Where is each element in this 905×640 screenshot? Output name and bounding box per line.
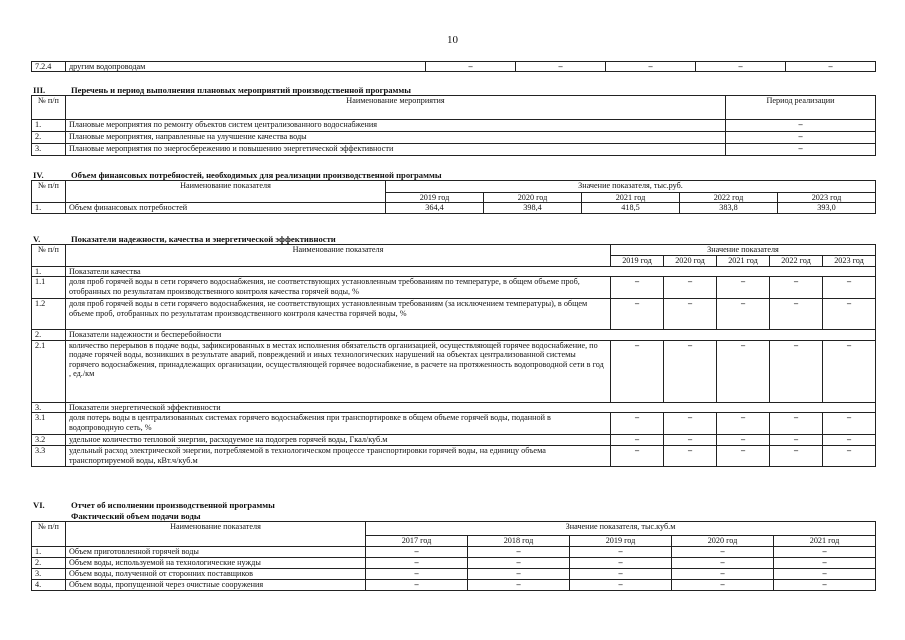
row-number: 3. xyxy=(32,402,66,412)
value-cell: – xyxy=(426,62,516,72)
group-name: Показатели надежности и бесперебойности xyxy=(66,330,876,340)
row-number: 7.2.4 xyxy=(32,62,66,72)
value-cell: – xyxy=(774,580,876,591)
value-cell: – xyxy=(770,299,823,330)
year-header: 2023 год xyxy=(778,193,876,203)
value-cell: – xyxy=(468,558,570,569)
period-cell: – xyxy=(726,132,876,144)
row-name: количество перерывов в подаче воды, зафиксированных в местах исполнения обязательств организацией, осуществляющей горячее водоснабжение, по подаче горячей воды, возникших в результате аварий, повреждений и иных технологических нарушений на объектах централизованной системы горячего водоснабжения, принадлежащих организации, осуществляющей горячее водоснабжение, в расчете на протяженность водопроводной сети в год , ед./км xyxy=(66,340,611,402)
value-cell: – xyxy=(770,340,823,402)
value-cell: – xyxy=(366,569,468,580)
row-number: 4. xyxy=(32,580,66,591)
value-cell: – xyxy=(823,446,876,467)
value-cell: – xyxy=(366,580,468,591)
row-name: доля потерь воды в централизованных системах горячего водоснабжения при транспортировке в общем объеме горячей воды, поданной в водопроводную сеть, % xyxy=(66,413,611,435)
value-cell: – xyxy=(611,340,664,402)
value-cell: 364,4 xyxy=(386,203,484,214)
row-number: 3.1 xyxy=(32,413,66,435)
section-number: IV. xyxy=(33,170,44,180)
value-cell: – xyxy=(570,569,672,580)
value-cell: – xyxy=(570,580,672,591)
row-name: Объем воды, используемой на технологические нужды xyxy=(66,558,366,569)
row-number: 3.2 xyxy=(32,435,66,446)
row-name: Объем воды, пропущенной через очистные сооружения xyxy=(66,580,366,591)
section-3-table xyxy=(31,95,876,156)
row-name: Плановые мероприятия по энергосбережению и повышению энергетической эффективности xyxy=(66,144,726,156)
value-cell: – xyxy=(672,547,774,558)
value-cell: 383,8 xyxy=(680,203,778,214)
value-cell: – xyxy=(611,413,664,435)
year-header: 2019 год xyxy=(570,536,672,547)
row-number: 2. xyxy=(32,132,66,144)
value-cell: – xyxy=(672,580,774,591)
section-6-title xyxy=(33,500,275,510)
value-cell: – xyxy=(570,558,672,569)
row-name: Объем воды, полученной от сторонних поставщиков xyxy=(66,569,366,580)
row-name: удельное количество тепловой энергии, расходуемое на подогрев горячей воды, Гкал/куб.м xyxy=(66,435,611,446)
value-cell: – xyxy=(696,62,786,72)
header-value: Значение показателя xyxy=(611,245,876,256)
value-cell: – xyxy=(786,62,876,72)
row-name: удельный расход электрической энергии, потребляемой в технологическом процессе транспортировки горячей воды, на единицу объема транспортируемой воды, кВт.ч/куб.м xyxy=(66,446,611,467)
year-header: 2019 год xyxy=(611,256,664,267)
value-cell: – xyxy=(468,569,570,580)
section-4-table xyxy=(31,180,876,214)
row-number: 1. xyxy=(32,547,66,558)
value-cell: – xyxy=(570,547,672,558)
value-cell: – xyxy=(770,413,823,435)
value-cell: – xyxy=(672,569,774,580)
value-cell: – xyxy=(774,547,876,558)
value-cell: – xyxy=(823,435,876,446)
value-cell: – xyxy=(366,558,468,569)
value-cell: – xyxy=(717,277,770,299)
year-header: 2017 год xyxy=(366,536,468,547)
year-header: 2022 год xyxy=(770,256,823,267)
value-cell: – xyxy=(611,446,664,467)
value-cell: – xyxy=(717,299,770,330)
value-cell: – xyxy=(606,62,696,72)
header-value: Значение показателя, тыс.руб. xyxy=(386,181,876,193)
year-header: 2022 год xyxy=(680,193,778,203)
value-cell: 393,0 xyxy=(778,203,876,214)
year-header: 2018 год xyxy=(468,536,570,547)
row-name: доля проб горячей воды в сети горячего водоснабжения, не соответствующих установленным требованиям (за исключением температуры), в общем объеме проб, отобранных по результатам производственного контроля качества горячей воды, % xyxy=(66,299,611,330)
value-cell: – xyxy=(664,413,717,435)
header-period: Период реализации xyxy=(726,96,876,120)
year-header: 2021 год xyxy=(774,536,876,547)
value-cell: – xyxy=(664,340,717,402)
value-cell: 398,4 xyxy=(484,203,582,214)
top-fragment-table xyxy=(31,61,876,72)
header-number: № п/п xyxy=(32,522,66,547)
year-header: 2020 год xyxy=(672,536,774,547)
header-name: Наименование показателя xyxy=(66,245,611,267)
year-header: 2020 год xyxy=(664,256,717,267)
value-cell: – xyxy=(823,299,876,330)
row-name: Объем приготовленной горячей воды xyxy=(66,547,366,558)
value-cell: – xyxy=(664,435,717,446)
value-cell: – xyxy=(516,62,606,72)
value-cell: – xyxy=(611,299,664,330)
row-number: 1.1 xyxy=(32,277,66,299)
value-cell: – xyxy=(717,340,770,402)
value-cell: – xyxy=(717,446,770,467)
year-header: 2023 год xyxy=(823,256,876,267)
value-cell: – xyxy=(468,547,570,558)
section-title-text: Объем финансовых потребностей, необходимых для реализации производственной программы xyxy=(71,170,442,180)
row-number: 3. xyxy=(32,569,66,580)
row-number: 1.2 xyxy=(32,299,66,330)
header-number: № п/п xyxy=(32,245,66,267)
value-cell: – xyxy=(717,435,770,446)
row-name: Плановые мероприятия по ремонту объектов систем централизованного водоснабжения xyxy=(66,120,726,132)
period-cell: – xyxy=(726,120,876,132)
row-number: 1. xyxy=(32,267,66,277)
section-6-subtitle: Фактический объем подачи воды xyxy=(71,511,201,521)
section-title-text: Показатели надежности, качества и энергетической эффективности xyxy=(71,234,336,244)
row-number: 3.3 xyxy=(32,446,66,467)
header-value: Значение показателя, тыс.куб.м xyxy=(366,522,876,536)
header-name: Наименование показателя xyxy=(66,181,386,203)
group-name: Показатели энергетической эффективности xyxy=(66,402,876,412)
value-cell: – xyxy=(770,277,823,299)
section-title-text: Перечень и период выполнения плановых мероприятий производственной программы xyxy=(71,85,411,95)
row-number: 2. xyxy=(32,558,66,569)
row-number: 1. xyxy=(32,203,66,214)
row-number: 2. xyxy=(32,330,66,340)
value-cell: – xyxy=(774,558,876,569)
value-cell: – xyxy=(774,569,876,580)
value-cell: – xyxy=(672,558,774,569)
value-cell: – xyxy=(664,277,717,299)
value-cell: – xyxy=(468,580,570,591)
section-6-table xyxy=(31,521,876,591)
value-cell: – xyxy=(717,413,770,435)
value-cell: – xyxy=(770,446,823,467)
row-number: 1. xyxy=(32,120,66,132)
header-name: Наименование мероприятия xyxy=(66,96,726,120)
section-number: III. xyxy=(33,85,46,95)
value-cell: – xyxy=(611,435,664,446)
section-title-text: Отчет об исполнении производственной программы xyxy=(71,500,275,510)
year-header: 2021 год xyxy=(582,193,680,203)
group-name: Показатели качества xyxy=(66,267,876,277)
value-cell: – xyxy=(823,340,876,402)
value-cell: – xyxy=(664,299,717,330)
header-number: № п/п xyxy=(32,181,66,203)
value-cell: 418,5 xyxy=(582,203,680,214)
section-4-title xyxy=(33,170,442,180)
section-3-title xyxy=(33,85,411,95)
header-name: Наименование показателя xyxy=(66,522,366,547)
section-5-title xyxy=(33,234,336,244)
value-cell: – xyxy=(823,413,876,435)
value-cell: – xyxy=(770,435,823,446)
year-header: 2021 год xyxy=(717,256,770,267)
header-number: № п/п xyxy=(32,96,66,120)
row-name: доля проб горячей воды в сети горячего водоснабжения, не соответствующих установленным требованиям по температуре, в общем объеме проб, отобранных по результатам производственного контроля качества горячей воды, % xyxy=(66,277,611,299)
value-cell: – xyxy=(366,547,468,558)
row-number: 3. xyxy=(32,144,66,156)
year-header: 2020 год xyxy=(484,193,582,203)
year-header: 2019 год xyxy=(386,193,484,203)
section-number: V. xyxy=(33,234,41,244)
section-number: VI. xyxy=(33,500,45,510)
period-cell: – xyxy=(726,144,876,156)
row-number: 2.1 xyxy=(32,340,66,402)
page-number: 10 xyxy=(447,34,458,46)
section-5-table xyxy=(31,244,876,467)
row-name: Объем финансовых потребностей xyxy=(66,203,386,214)
value-cell: – xyxy=(823,277,876,299)
value-cell: – xyxy=(611,277,664,299)
row-name: Плановые мероприятия, направленные на улучшение качества воды xyxy=(66,132,726,144)
row-name: другим водопроводам xyxy=(66,62,426,72)
value-cell: – xyxy=(664,446,717,467)
